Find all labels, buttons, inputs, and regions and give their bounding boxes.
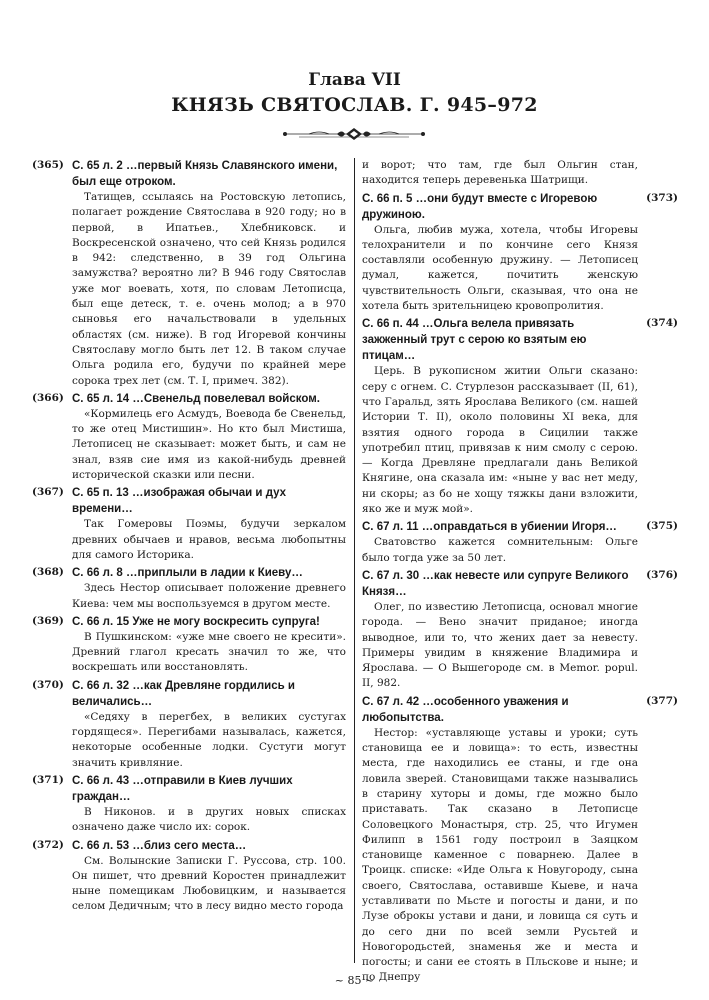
note-body: Церь. В рукописном житии Ольги сказано: серу с огнем. С. Стурлезон рассказывает (II, 61), что Гаральд, зять Ярослава Великого (см. нашей Истории Т. II), около половины XI века, для взятия одного города в Сицилии также употребил птиц, привязав к ним смолу с серою. — Когда Древляне предлагали дань Великой Княгине, она сказала им: «ныне у вас нет меду, ни скоры; аз бо не хощу тяжкы дани взложити, яко же и муж мой». (362, 365, 638, 516)
note-heading: С. 66 л. 32 …как Древляне гордились и величались… (72, 679, 295, 708)
note-body: Здесь Нестор описывает положение древнего Киева: чем мы воспользуемся в другом месте. (72, 582, 346, 610)
note-body: Сватовство кажется сомнительным: Ольге было тогда уже за 50 лет. (362, 536, 638, 564)
note-entry (32, 565, 346, 612)
note-entry (32, 614, 346, 676)
right-column (362, 158, 678, 988)
note-number: (366) (32, 391, 64, 404)
note-body: Татищев, ссылаясь на Ростовскую летопись, полагает рождение Святослава в 920 году; но в первой, в Ипатьев., Хлебниковск. и Воскресенской означено, что сей Князь родился в 942: следственно, в 39 год Ольгина замужства? вероятно ли? В 946 году Святослав уже мог воевать, хотя, по словам Летописца, был еще детеск, т. е. очень молод; а в 970 сыновья его начальствовали в удельных областях (см. ниже). В год Игоревой кончины Святославу могло быть лет 12. В таком случае Ольга родила его, будучи по крайней мере сорока трех лет (см. Т. I, примеч. 382). (72, 191, 346, 387)
note-number: (369) (32, 614, 64, 627)
note-number: (375) (646, 520, 678, 533)
note-body: В Пушкинском: «уже мне своего не кресити». Древний глагол кресать значил то же, что воскрешать или восстановлять. (72, 630, 346, 674)
note-body: Олег, по известию Летописца, основал многие города. — Вено значит приданое; иногда выводное, или то, что жених дает за невесту. Примеры увидим в княжение Владимира и Ярослава. — О Вышегороде см. в Memor. popul. II, 982. (362, 600, 638, 690)
column-divider (354, 158, 355, 963)
note-number: (374) (646, 317, 678, 330)
left-column (32, 158, 346, 917)
note-heading: С. 66 п. 44 …Ольга велела привязать зажженный трут с серою ко взятым ею птицам… (362, 318, 587, 363)
note-heading: С. 66 л. 53 …близ сего места… (72, 839, 247, 852)
note-entry (32, 158, 346, 389)
note-entry (362, 316, 678, 517)
note-body: В Никонов. и в других новых списках означено даже число их: сорок. (72, 805, 346, 834)
note-body: Так Гомеровы Поэмы, будучи зеркалом древних обычаев и нравов, весьма любопытны для самого Историка. (72, 518, 346, 561)
note-heading: С. 67 л. 30 …как невесте или супруге Великого Князя… (362, 569, 629, 598)
note-entry (32, 678, 346, 771)
note-entry (362, 568, 678, 692)
note-entry (362, 191, 678, 315)
note-heading: С. 65 п. 13 …изображая обычаи и дух времени… (72, 487, 287, 516)
note-number: (370) (32, 678, 64, 691)
note-number: (373) (646, 191, 678, 204)
note-number: (377) (646, 694, 678, 707)
note-heading: С. 65 л. 2 …первый Князь Славянского имени, был еще отроком. (72, 160, 338, 188)
note-entry-continued (362, 158, 638, 189)
note-heading: С. 66 л. 8 …приплыли в ладии к Киеву… (72, 567, 303, 580)
note-heading: С. 65 л. 14 …Свенельд повелевал войском. (72, 392, 320, 405)
decorative-divider-ornament-icon (279, 126, 429, 142)
note-entry (32, 485, 346, 563)
note-body: Нестор: «уставляюще уставы и уроки; суть становища ее и ловища»: то есть, известны места, где находились ее станы, и где она ловила зверей. Становищами также назывались в старину хуторы и домы, где можно было приставать. Так сказано в Летописце Соловецкого Монастыря, стр. 25, что Игумен Филипп в 1561 году построил в Заяцком становище каменное с поварнею. Далее в Троицк. списке: «Иде Ольга к Новугороду, сына своего, Святослава, оставивше Кыеве, и нача уставливати по Мьсте и погосты и дани, и по Лузе оброкы устави и дани, и ловища ся суть и до сего дни по всей земли Русьтей и Новогородьстей, знаменья же и места и погосты; и сани ее стоять в Пльскове и ныне; и по Днепру (362, 726, 638, 984)
note-heading: С. 66 п. 5 …они будут вместе с Игоревою дружиною. (362, 192, 598, 221)
chapter-title: КНЯЗЬ СВЯТОСЛАВ. Г. 945–972 (171, 94, 538, 116)
note-body: «Кормилець его Асмудъ, Воевода бе Свенельд, то же отец Мистишин». Но кто был Мистиша, Летописец не сказывает: может быть, и сам не знал, взяв сие имя из какой-нибудь древней исторической сказки или песни. (72, 407, 346, 482)
note-number: (372) (32, 838, 64, 851)
note-number: (368) (32, 566, 64, 579)
note-number: (367) (32, 486, 64, 499)
note-heading: С. 66 л. 15 Уже не могу воскресить супруга! (72, 615, 320, 628)
page-number: ~ 85 ~ (334, 974, 375, 987)
note-body: «Седяху в перегбех, в великих сустугах гордящеся». Перегибами называлась, кажется, некоторые особенные лодки. Сустуги могут значить кривляние. (72, 710, 346, 769)
note-heading: С. 67 л. 42 …особенного уважения и любопытства. (362, 695, 569, 724)
note-entry (362, 519, 678, 566)
note-number: (376) (646, 568, 678, 581)
note-heading: С. 66 л. 43 …отправили в Киев лучших граждан… (72, 774, 293, 803)
note-entry (32, 838, 346, 915)
chapter-label: Глава VII (308, 70, 401, 90)
note-entry (32, 391, 346, 483)
note-body: и ворот; что там, где был Ольгин стан, находится теперь деревенька Шатрищи. (362, 159, 638, 187)
note-number: (365) (32, 159, 64, 171)
note-body: См. Волынские Записки Г. Руссова, стр. 100. Он пишет, что древний Коростен принадлежит ныне помещикам Любовицким, и называется селом Дедичным; что в лесу видно место города (72, 854, 346, 913)
note-number: (371) (32, 773, 64, 786)
note-entry (32, 773, 346, 836)
note-body: Ольга, любив мужа, хотела, чтобы Игоревы телохранители и по кончине сего Князя составляли особенную дружину. — Летописец думал, кажется, почитить женскую чувствительность Ольги, сказывая, что она не хотела быть зрительницею кровопролития. (362, 223, 638, 313)
note-heading: С. 67 л. 11 …оправдаться в убиении Игоря… (362, 521, 617, 534)
note-entry (362, 694, 678, 986)
